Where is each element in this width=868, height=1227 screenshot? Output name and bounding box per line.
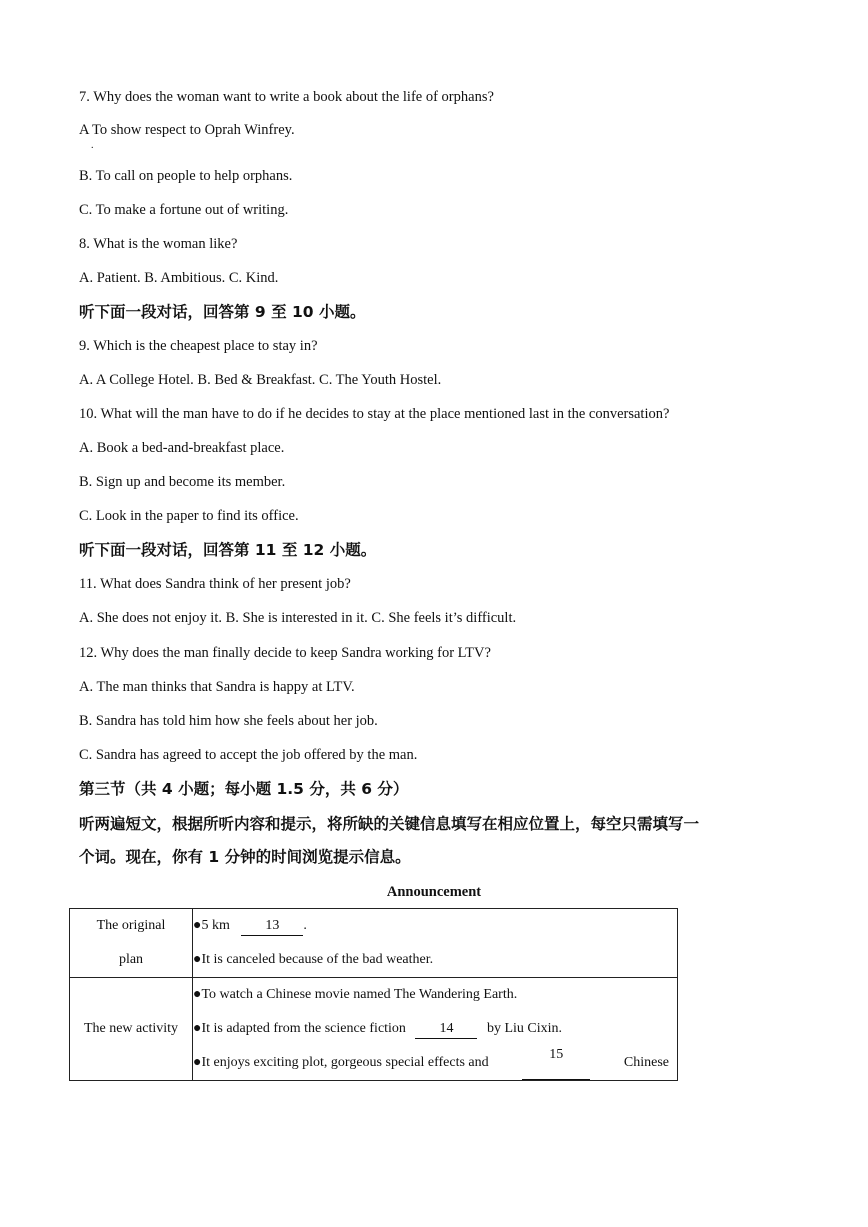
question-11-options: A. She does not enjoy it. B. She is interested in it. C. She feels it’s difficult. bbox=[79, 610, 517, 626]
item-text: ●5 km bbox=[193, 918, 230, 933]
question-12-option-a: A. The man thinks that Sandra is happy at LTV. bbox=[79, 679, 355, 695]
question-7-option-a: A To show respect to Oprah Winfrey. bbox=[79, 122, 295, 138]
question-7-option-c: C. To make a fortune out of writing. bbox=[79, 202, 289, 218]
item-text-end: . bbox=[303, 918, 307, 933]
question-7: 7. Why does the woman want to write a book about the life of orphans? bbox=[79, 89, 494, 105]
row-label-line-1: The original bbox=[96, 918, 166, 933]
question-9: 9. Which is the cheapest place to stay in? bbox=[79, 338, 318, 354]
announcement-table bbox=[69, 908, 678, 1081]
section-3-instructions-line-1: 听两遍短文，根据所听内容和提示，将所缺的关键信息填写在相应位置上，每空只需填写一 bbox=[79, 815, 700, 833]
list-item: ●To watch a Chinese movie named The Wandering Earth. bbox=[193, 987, 518, 1002]
section-3-heading: 第三节（共 4 小题；每小题 1.5 分，共 6 分） bbox=[79, 780, 409, 798]
list-item bbox=[193, 909, 677, 943]
table-row bbox=[70, 909, 678, 978]
question-10: 10. What will the man have to do if he decides to stay at the place mentioned last in the conversation? bbox=[79, 406, 670, 422]
question-12: 12. Why does the man finally decide to keep Sandra working for LTV? bbox=[79, 645, 491, 661]
answer-blank-13[interactable]: 13 bbox=[241, 917, 303, 936]
list-item bbox=[193, 1012, 677, 1046]
list-item: ●It is canceled because of the bad weather. bbox=[193, 952, 434, 967]
item-text: ●It is adapted from the science fiction bbox=[193, 1021, 406, 1036]
row-label-line-2: plan bbox=[118, 952, 144, 967]
directions-9-10: 听下面一段对话，回答第 9 至 10 小题。 bbox=[79, 303, 366, 321]
row-label-original-plan bbox=[70, 909, 193, 978]
row-content-original-plan bbox=[193, 909, 678, 978]
answer-blank-14[interactable]: 14 bbox=[415, 1020, 477, 1039]
question-10-option-c: C. Look in the paper to find its office. bbox=[79, 508, 299, 524]
answer-blank-15[interactable]: 15 bbox=[522, 1046, 590, 1080]
question-10-option-a: A. Book a bed-and-breakfast place. bbox=[79, 440, 285, 456]
table-row bbox=[70, 978, 678, 1081]
announcement-title: Announcement bbox=[386, 884, 482, 900]
list-item bbox=[193, 1046, 677, 1080]
item-text-end: Chinese bbox=[623, 1055, 669, 1070]
question-12-option-c: C. Sandra has agreed to accept the job offered by the man. bbox=[79, 747, 418, 763]
question-10-option-b: B. Sign up and become its member. bbox=[79, 474, 286, 490]
item-text: ●It enjoys exciting plot, gorgeous special effects and bbox=[193, 1055, 489, 1070]
item-text-end: by Liu Cixin. bbox=[486, 1021, 562, 1036]
question-11: 11. What does Sandra think of her present job? bbox=[79, 576, 351, 592]
directions-11-12: 听下面一段对话，回答第 11 至 12 小题。 bbox=[79, 541, 377, 559]
question-12-option-b: B. Sandra has told him how she feels about her job. bbox=[79, 713, 378, 729]
question-8-options: A. Patient. B. Ambitious. C. Kind. bbox=[79, 270, 279, 286]
section-3-instructions-line-2: 个词。现在，你有 1 分钟的时间浏览提示信息。 bbox=[79, 848, 411, 866]
row-label-new-activity: The new activity bbox=[70, 978, 193, 1081]
row-content-new-activity bbox=[193, 978, 678, 1081]
question-9-options: A. A College Hotel. B. Bed & Breakfast. C. The Youth Hostel. bbox=[79, 372, 442, 388]
stray-dot-mark: . bbox=[91, 140, 94, 151]
question-8: 8. What is the woman like? bbox=[79, 236, 238, 252]
question-7-option-b: B. To call on people to help orphans. bbox=[79, 168, 293, 184]
